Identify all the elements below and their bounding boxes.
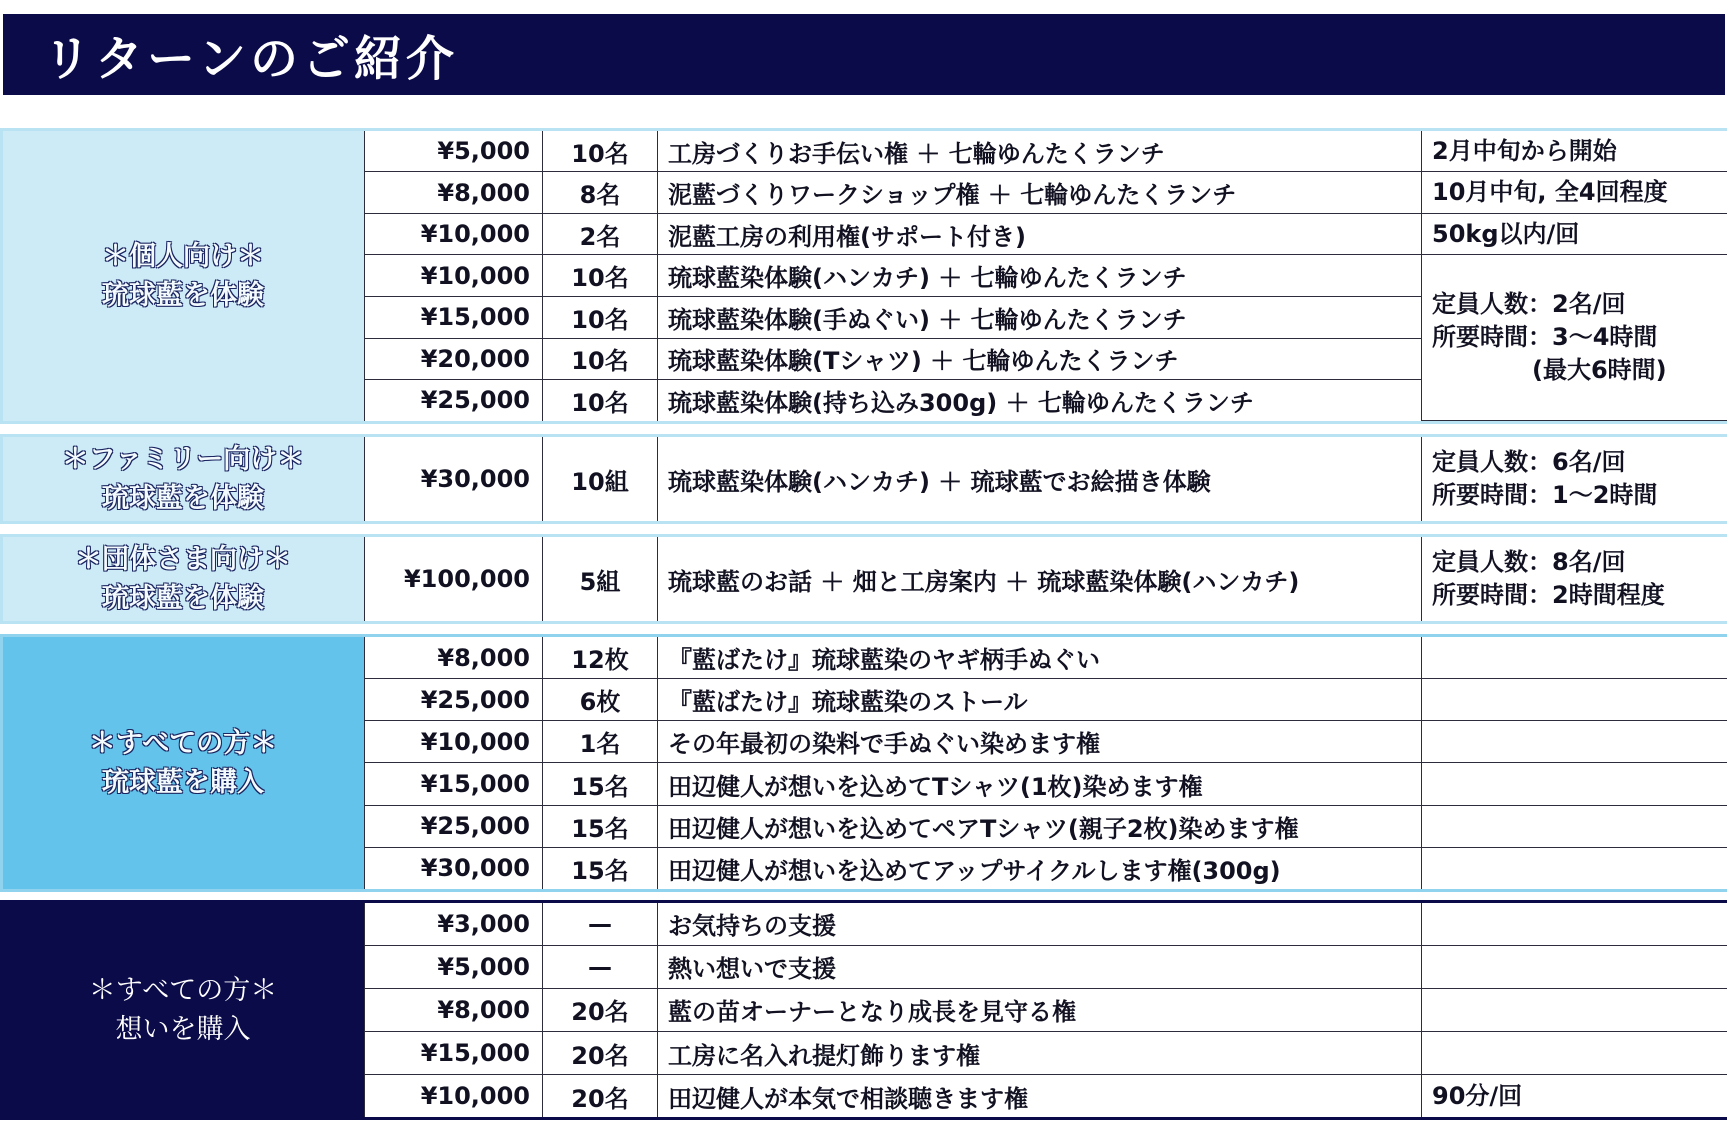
quantity-cell: 10名 xyxy=(543,380,658,421)
note-cell xyxy=(1422,721,1728,763)
section-group xyxy=(0,534,1727,624)
quantity-cell: 10名 xyxy=(543,338,658,380)
quantity-cell: 8名 xyxy=(543,172,658,214)
table-row xyxy=(365,988,1728,1031)
price-cell: ¥5,000 xyxy=(365,945,543,988)
note-cell xyxy=(1422,805,1728,847)
table-row xyxy=(365,1032,1728,1075)
table-row xyxy=(365,255,1728,297)
table-row xyxy=(365,1075,1728,1117)
category-label: ＊ファミリー向け＊ 琉球藍を体験 xyxy=(61,444,305,514)
category-label: ＊団体さま向け＊ 琉球藍を体験 xyxy=(75,544,291,614)
table-row xyxy=(365,537,1728,621)
price-cell: ¥20,000 xyxy=(365,338,543,380)
page-title: リターンのご紹介 xyxy=(43,31,459,87)
quantity-cell: 20名 xyxy=(543,988,658,1031)
note-cell xyxy=(1422,679,1728,721)
note-cell xyxy=(1422,1032,1728,1075)
category-label: ＊個人向け＊ 琉球藍を体験 xyxy=(102,241,264,311)
description-cell: 琉球藍染体験(手ぬぐい) ＋ 七輪ゆんたくランチ xyxy=(658,296,1422,338)
note-cell xyxy=(1422,903,1728,945)
note-cell: 50kg以内/回 xyxy=(1422,213,1728,255)
price-cell: ¥10,000 xyxy=(365,1075,543,1117)
description-cell: 琉球藍染体験(持ち込み300g) ＋ 七輪ゆんたくランチ xyxy=(658,380,1422,421)
description-cell: 田辺健人が想いを込めてTシャツ(1枚)染めます権 xyxy=(658,763,1422,805)
quantity-cell: 1名 xyxy=(543,721,658,763)
quantity-cell: — xyxy=(543,903,658,945)
returns-table xyxy=(364,903,1727,1117)
description-cell: 『藍ばたけ』琉球藍染のヤギ柄手ぬぐい xyxy=(658,637,1422,679)
note-cell xyxy=(1422,847,1728,889)
quantity-cell: 10名 xyxy=(543,131,658,172)
category-label: ＊すべての方＊ 琉球藍を購入 xyxy=(88,728,278,798)
price-cell: ¥15,000 xyxy=(365,296,543,338)
returns-table xyxy=(364,131,1727,421)
table-row xyxy=(365,131,1728,172)
table-row xyxy=(365,637,1728,679)
quantity-cell: 10名 xyxy=(543,255,658,297)
description-cell: お気持ちの支援 xyxy=(658,903,1422,945)
table-row xyxy=(365,213,1728,255)
table-row xyxy=(365,679,1728,721)
page-header xyxy=(3,14,1725,95)
description-cell: 琉球藍染体験(ハンカチ) ＋ 琉球藍でお絵描き体験 xyxy=(658,437,1422,521)
description-cell: 田辺健人が想いを込めてアップサイクルします権(300g) xyxy=(658,847,1422,889)
table-row xyxy=(365,847,1728,889)
quantity-cell: 15名 xyxy=(543,805,658,847)
quantity-cell: 20名 xyxy=(543,1075,658,1117)
quantity-cell: 6枚 xyxy=(543,679,658,721)
returns-table xyxy=(364,537,1727,621)
category-label: ＊すべての方＊ 想いを購入 xyxy=(88,975,278,1045)
price-cell: ¥15,000 xyxy=(365,1032,543,1075)
quantity-cell: 10名 xyxy=(543,296,658,338)
price-cell: ¥3,000 xyxy=(365,903,543,945)
quantity-cell: 12枚 xyxy=(543,637,658,679)
description-cell: 琉球藍染体験(Tシャツ) ＋ 七輪ゆんたくランチ xyxy=(658,338,1422,380)
quantity-cell: 10組 xyxy=(543,437,658,521)
price-cell: ¥30,000 xyxy=(365,437,543,521)
table-row xyxy=(365,172,1728,214)
table-row xyxy=(365,945,1728,988)
description-cell: 『藍ばたけ』琉球藍染のストール xyxy=(658,679,1422,721)
description-cell: 琉球藍のお話 ＋ 畑と工房案内 ＋ 琉球藍染体験(ハンカチ) xyxy=(658,537,1422,621)
quantity-cell: 2名 xyxy=(543,213,658,255)
price-cell: ¥5,000 xyxy=(365,131,543,172)
description-cell: 藍の苗オーナーとなり成長を見守る権 xyxy=(658,988,1422,1031)
note-cell: 定員人数：6名/回 所要時間：1〜2時間 xyxy=(1422,437,1728,521)
note-cell: 90分/回 xyxy=(1422,1075,1728,1117)
price-cell: ¥8,000 xyxy=(365,988,543,1031)
description-cell: 琉球藍染体験(ハンカチ) ＋ 七輪ゆんたくランチ xyxy=(658,255,1422,297)
price-cell: ¥100,000 xyxy=(365,537,543,621)
note-cell: 定員人数：2名/回 所要時間：3〜4時間 (最大6時間) xyxy=(1422,255,1728,421)
price-cell: ¥10,000 xyxy=(365,721,543,763)
note-cell xyxy=(1422,945,1728,988)
returns-table xyxy=(364,637,1727,889)
description-cell: 熱い想いで支援 xyxy=(658,945,1422,988)
description-cell: 田辺健人が想いを込めてペアTシャツ(親子2枚)染めます権 xyxy=(658,805,1422,847)
table-row xyxy=(365,721,1728,763)
price-cell: ¥25,000 xyxy=(365,805,543,847)
description-cell: 泥藍づくりワークショップ権 ＋ 七輪ゆんたくランチ xyxy=(658,172,1422,214)
quantity-cell: 5組 xyxy=(543,537,658,621)
note-cell xyxy=(1422,988,1728,1031)
section-support xyxy=(0,900,1727,1120)
table-row xyxy=(365,437,1728,521)
section-individual xyxy=(0,128,1727,424)
price-cell: ¥8,000 xyxy=(365,172,543,214)
quantity-cell: 20名 xyxy=(543,1032,658,1075)
quantity-cell: 15名 xyxy=(543,763,658,805)
price-cell: ¥25,000 xyxy=(365,679,543,721)
section-purchase-indigo xyxy=(0,634,1727,892)
price-cell: ¥15,000 xyxy=(365,763,543,805)
table-row xyxy=(365,903,1728,945)
price-cell: ¥10,000 xyxy=(365,255,543,297)
price-cell: ¥30,000 xyxy=(365,847,543,889)
section-family xyxy=(0,434,1727,524)
quantity-cell: 15名 xyxy=(543,847,658,889)
note-cell xyxy=(1422,763,1728,805)
description-cell: 田辺健人が本気で相談聴きます権 xyxy=(658,1075,1422,1117)
table-row xyxy=(365,805,1728,847)
returns-table xyxy=(364,437,1727,521)
note-cell: 2月中旬から開始 xyxy=(1422,131,1728,172)
description-cell: 泥藍工房の利用権(サポート付き) xyxy=(658,213,1422,255)
note-cell: 10月中旬, 全4回程度 xyxy=(1422,172,1728,214)
description-cell: 工房づくりお手伝い権 ＋ 七輪ゆんたくランチ xyxy=(658,131,1422,172)
note-cell xyxy=(1422,637,1728,679)
price-cell: ¥25,000 xyxy=(365,380,543,421)
quantity-cell: — xyxy=(543,945,658,988)
description-cell: その年最初の染料で手ぬぐい染めます権 xyxy=(658,721,1422,763)
price-cell: ¥10,000 xyxy=(365,213,543,255)
table-row xyxy=(365,763,1728,805)
description-cell: 工房に名入れ提灯飾ります権 xyxy=(658,1032,1422,1075)
note-cell: 定員人数：8名/回 所要時間：2時間程度 xyxy=(1422,537,1728,621)
price-cell: ¥8,000 xyxy=(365,637,543,679)
